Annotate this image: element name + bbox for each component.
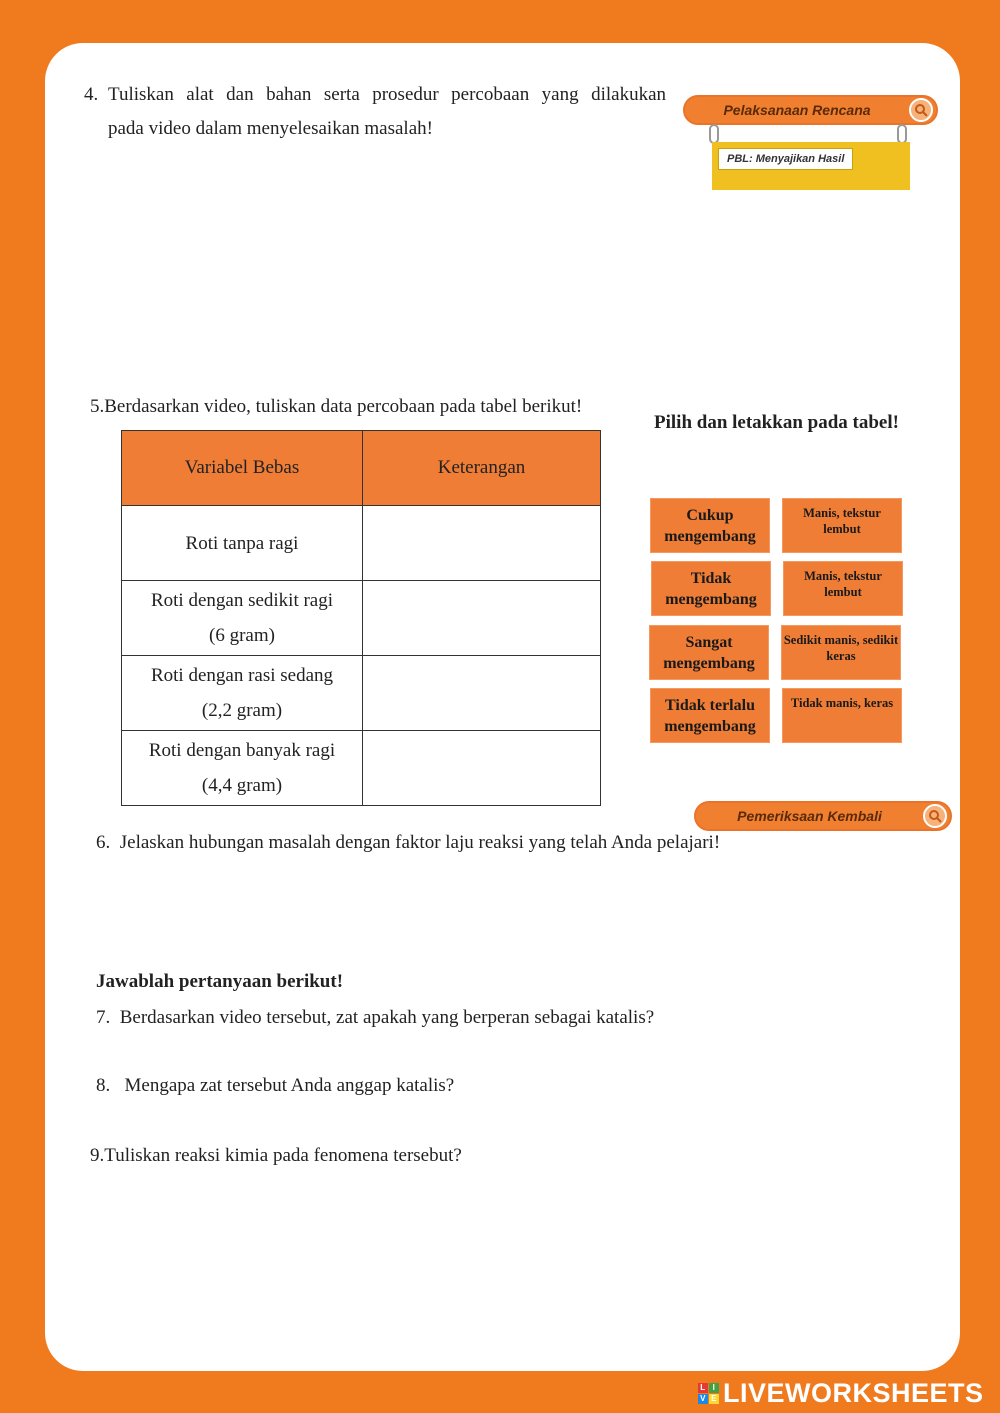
answer-drop-cell[interactable]	[363, 731, 601, 806]
answer-drop-cell[interactable]	[363, 506, 601, 581]
header-keterangan: Keterangan	[363, 431, 601, 506]
question-number: 6.	[96, 832, 111, 853]
chain-icon	[709, 124, 719, 144]
logo-letter: L	[698, 1383, 708, 1393]
chain-icon	[897, 124, 907, 144]
section-heading: Jawablah pertanyaan berikut!	[96, 971, 344, 992]
logo-letter: E	[709, 1394, 719, 1404]
question-7	[96, 1001, 654, 1035]
choice-manis-tekstur-lembut[interactable]: Manis, tekstur lembut	[782, 498, 902, 553]
logo-letter: V	[698, 1394, 708, 1404]
table-row	[122, 581, 601, 656]
table-header-row	[122, 431, 601, 506]
variable-cell	[122, 506, 363, 581]
liveworksheets-icon	[698, 1383, 719, 1404]
question-number: 4.	[84, 84, 99, 105]
pelaksanaan-rencana-banner	[683, 95, 938, 125]
data-table	[121, 430, 601, 806]
question-9	[90, 1139, 462, 1173]
question-text: Jelaskan hubungan masalah dengan faktor laju reaksi yang telah Anda pelajari!	[119, 832, 721, 853]
question-5	[90, 390, 582, 424]
search-icon	[923, 804, 947, 828]
choice-tidak-manis-keras[interactable]: Tidak manis, keras	[782, 688, 902, 743]
variable-cell	[122, 581, 363, 656]
pbl-sign	[712, 142, 910, 190]
question-text: Berdasarkan video, tuliskan data percobaan pada tabel berikut!	[104, 396, 583, 417]
question-number: 5.	[90, 396, 105, 417]
question-number: 8.	[96, 1075, 111, 1096]
drag-instruction: Pilih dan letakkan pada tabel!	[654, 412, 899, 433]
question-4	[84, 78, 666, 146]
variable-amount: (4,4 gram)	[201, 775, 283, 796]
banner-label: Pemeriksaan Kembali	[737, 808, 882, 824]
table-row	[122, 506, 601, 581]
choice-sedikit-manis-sedikit-keras[interactable]: Sedikit manis, sedikit keras	[781, 625, 901, 680]
banner-label: Pelaksanaan Rencana	[723, 102, 871, 118]
pbl-sign-label: PBL: Menyajikan Hasil	[718, 148, 853, 170]
variable-text: Roti dengan rasi sedang	[150, 665, 334, 686]
pemeriksaan-kembali-banner	[694, 801, 952, 831]
question-text: Mengapa zat tersebut Anda anggap katalis?	[124, 1075, 455, 1096]
answer-drop-cell[interactable]	[363, 581, 601, 656]
table-row	[122, 656, 601, 731]
table-row	[122, 731, 601, 806]
brand-name: LIVEWORKSHEETS	[723, 1378, 984, 1408]
header-variabel-bebas: Variabel Bebas	[122, 431, 363, 506]
choice-tidak-terlalu-mengembang[interactable]: Tidak terlalu mengembang	[650, 688, 770, 743]
question-text-cont: pada video dalam menyelesaikan masalah!	[108, 118, 433, 139]
question-6	[96, 826, 720, 860]
choice-cukup-mengembang[interactable]: Cukup mengembang	[650, 498, 770, 553]
variable-amount: (2,2 gram)	[201, 700, 283, 721]
search-icon	[909, 98, 933, 122]
variable-text: Roti tanpa ragi	[185, 532, 299, 554]
variable-cell	[122, 731, 363, 806]
variable-text: Roti dengan sedikit ragi	[150, 590, 334, 611]
choice-tidak-mengembang[interactable]: Tidak mengembang	[651, 561, 771, 616]
answer-drop-cell[interactable]	[363, 656, 601, 731]
variable-amount: (6 gram)	[209, 625, 275, 646]
question-text: Berdasarkan video tersebut, zat apakah yang berperan sebagai katalis?	[119, 1007, 655, 1028]
question-8	[96, 1069, 454, 1103]
question-text: Tuliskan reaksi kimia pada fenomena tersebut?	[104, 1145, 462, 1166]
question-number: 7.	[96, 1007, 111, 1028]
liveworksheets-logo	[698, 1378, 984, 1409]
question-text: Tuliskan alat dan bahan serta prosedur percobaan yang dilakukan	[108, 84, 666, 105]
choice-manis-tekstur-lembut-2[interactable]: Manis, tekstur lembut	[783, 561, 903, 616]
logo-letter: I	[709, 1383, 719, 1393]
question-number: 9.	[90, 1145, 105, 1166]
choice-sangat-mengembang[interactable]: Sangat mengembang	[649, 625, 769, 680]
variable-cell	[122, 656, 363, 731]
variable-text: Roti dengan banyak ragi	[148, 740, 336, 761]
